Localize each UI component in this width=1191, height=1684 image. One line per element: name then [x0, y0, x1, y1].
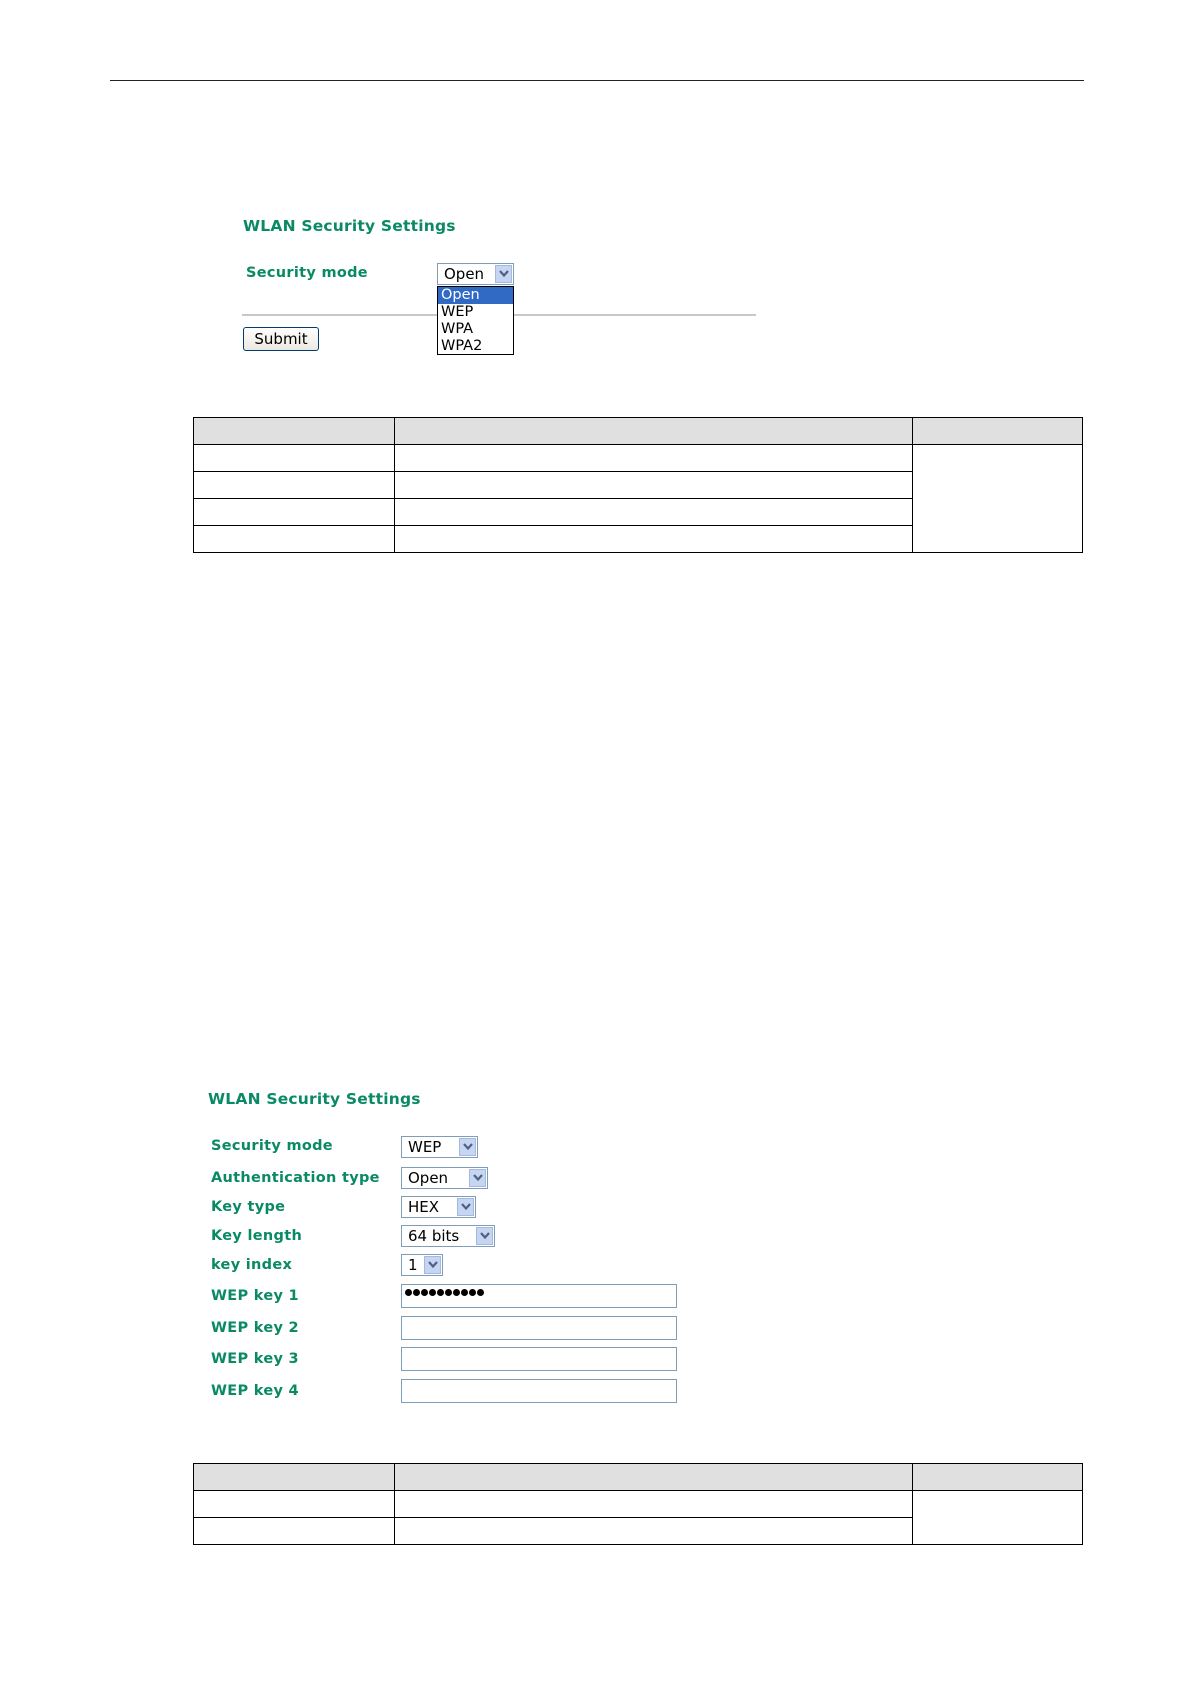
dropdown-option[interactable]: WPA2 [441, 338, 483, 354]
page-header-rule [110, 80, 1084, 81]
table-cell [913, 445, 1083, 553]
wep-key-3-input[interactable] [401, 1347, 677, 1371]
table-cell [395, 445, 913, 472]
key-type-label: Key type [211, 1199, 286, 1215]
chevron-down-icon[interactable] [469, 1169, 486, 1187]
chevron-down-icon[interactable] [476, 1227, 493, 1245]
mask-dot [445, 1289, 452, 1296]
table-header-cell [913, 418, 1083, 445]
key-type-value: HEX [408, 1198, 440, 1216]
table-cell [395, 1491, 913, 1518]
table-header-cell [194, 418, 395, 445]
table-cell [194, 1518, 395, 1545]
key-index-value: 1 [408, 1256, 418, 1274]
mask-dot [413, 1289, 420, 1296]
authentication-type-select[interactable] [401, 1167, 488, 1189]
security-mode-select[interactable] [401, 1136, 478, 1158]
key-length-value: 64 bits [408, 1227, 460, 1245]
wep-key-3-label: WEP key 3 [211, 1351, 299, 1367]
key-index-label: key index [211, 1257, 293, 1273]
wep-key-4-input[interactable] [401, 1379, 677, 1403]
mask-dot [477, 1289, 484, 1296]
key-length-select[interactable] [401, 1225, 495, 1247]
wep-key-2-input[interactable] [401, 1316, 677, 1340]
dropdown-option[interactable]: WEP [441, 304, 474, 320]
mask-dot [429, 1289, 436, 1296]
wep-key-4-label: WEP key 4 [211, 1383, 299, 1399]
key-length-label: Key length [211, 1228, 303, 1244]
table-cell [194, 526, 395, 553]
table-header-cell [194, 1464, 395, 1491]
panel2-title: WLAN Security Settings [208, 1090, 421, 1108]
security-mode-label: Security mode [246, 265, 368, 281]
dropdown-option[interactable]: WPA [441, 321, 474, 337]
table-cell [913, 1491, 1083, 1545]
mask-dot [453, 1289, 460, 1296]
security-mode-value: Open [444, 265, 485, 283]
wep-key-1-label: WEP key 1 [211, 1288, 299, 1304]
settings-table-2 [193, 1463, 1083, 1545]
table-cell [194, 499, 395, 526]
wep-key-1-input[interactable] [401, 1284, 677, 1308]
chevron-down-icon[interactable] [459, 1138, 476, 1156]
table-header-cell [913, 1464, 1083, 1491]
dropdown-option[interactable]: Open [438, 287, 513, 304]
wep-key-2-label: WEP key 2 [211, 1320, 299, 1336]
settings-table-1 [193, 417, 1083, 553]
table-header-cell [395, 418, 913, 445]
table-cell [395, 499, 913, 526]
security-mode-value: WEP [408, 1138, 442, 1156]
chevron-down-icon[interactable] [457, 1198, 474, 1216]
table-cell [395, 526, 913, 553]
mask-dot [469, 1289, 476, 1296]
panel1-title: WLAN Security Settings [243, 217, 456, 235]
security-mode-label: Security mode [211, 1138, 333, 1154]
mask-dot [405, 1289, 412, 1296]
security-mode-dropdown-list[interactable] [437, 286, 514, 355]
mask-dot [437, 1289, 444, 1296]
authentication-type-value: Open [408, 1169, 449, 1187]
authentication-type-label: Authentication type [211, 1170, 380, 1186]
table-header-cell [395, 1464, 913, 1491]
table-cell [395, 472, 913, 499]
table-cell [194, 445, 395, 472]
security-mode-select[interactable] [437, 263, 514, 285]
table-cell [194, 1491, 395, 1518]
mask-dot [421, 1289, 428, 1296]
password-mask [405, 1289, 484, 1296]
table-cell [194, 472, 395, 499]
key-type-select[interactable] [401, 1196, 476, 1218]
table-cell [395, 1518, 913, 1545]
mask-dot [461, 1289, 468, 1296]
submit-button[interactable]: Submit [243, 327, 319, 351]
chevron-down-icon[interactable] [495, 265, 512, 283]
key-index-select[interactable] [401, 1254, 443, 1276]
chevron-down-icon[interactable] [424, 1256, 441, 1274]
